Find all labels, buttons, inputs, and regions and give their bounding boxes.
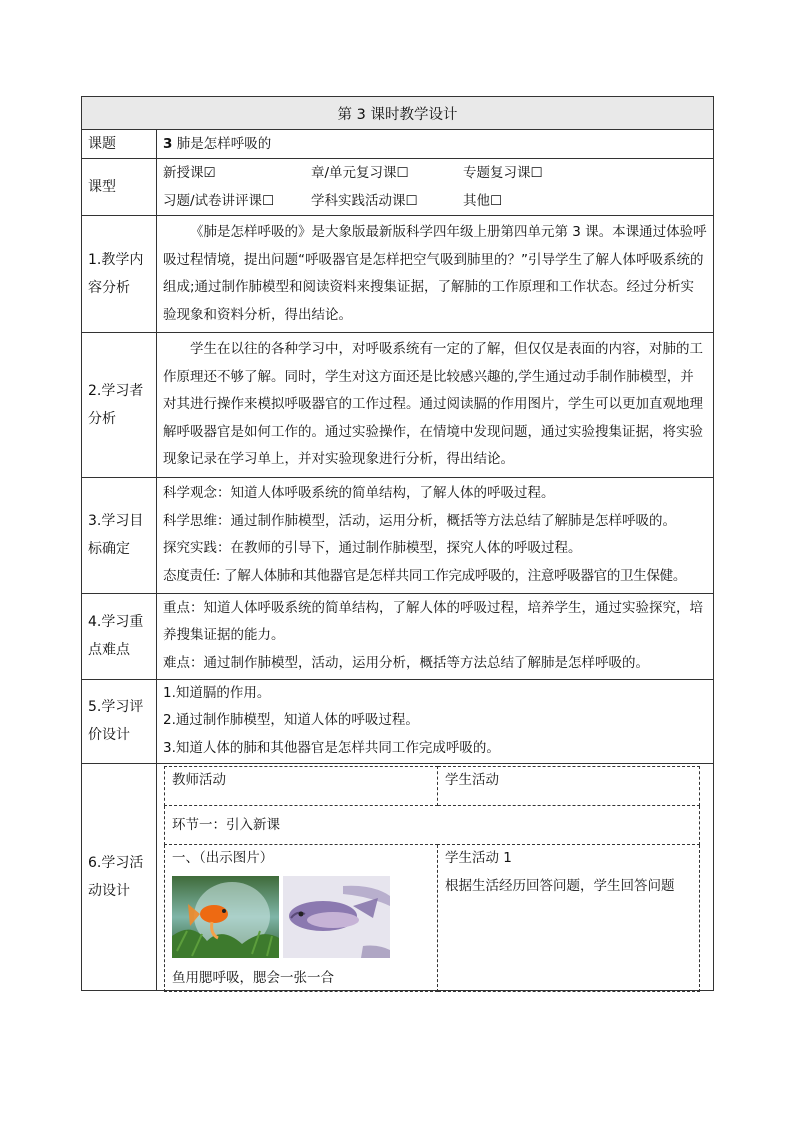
goals-list — [157, 477, 714, 593]
teacher-item: 一、（出示图片） — [172, 849, 274, 866]
student-item-text: 根据生活经历回答问题，学生回答问题 — [445, 877, 675, 894]
evaluation-item-3: 3.知道人体的肺和其他器官是怎样共同工作完成呼吸的。 — [163, 739, 500, 756]
topic-label: 课题 — [82, 130, 157, 159]
goals-label: 3.学习目标确定 — [82, 477, 157, 593]
goldfish-image — [172, 876, 279, 958]
goal-attitude: 态度责任: 了解人体肺和其他器官是怎样共同工作完成呼吸的，注意呼吸器官的卫生保健。 — [163, 567, 687, 584]
activity-label: 6.学习活动设计 — [82, 763, 157, 990]
option-unit-review[interactable]: 章/单元复习课☐ — [311, 165, 409, 181]
activity-table — [164, 766, 700, 992]
image-caption: 鱼用腮呼吸，腮会一张一合 — [172, 969, 334, 986]
keypoints-label: 4.学习重点难点 — [82, 593, 157, 679]
option-other[interactable]: 其他☐ — [463, 193, 503, 209]
learner-analysis-text: 学生在以往的各种学习中，对呼吸系统有一定的了解，但仅仅是表面的内容，对肺的工作原理还不够了解。同时，学生对这方面还是比较感兴趣的,学生通过动手制作肺模型，并对其进行操作来模拟呼吸器官的工作过程。通过阅读膈的作用图片，学生可以更加直观地理解呼吸器官是如何工作的。通过实验操作，在情境中发现问题，通过实验搜集证据，将实验现象记录在学习单上，并对实验现象进行分析，得出结论。 — [157, 333, 714, 478]
teacher-activity-cell — [165, 844, 438, 991]
activity-cell — [157, 763, 714, 990]
learner-analysis-label: 2.学习者分析 — [82, 333, 157, 478]
topic-value — [157, 130, 714, 159]
teacher-activity-header: 教师活动 — [165, 766, 438, 805]
type-options — [157, 159, 714, 216]
topic-text: 肺是怎样呼吸的 — [176, 136, 272, 152]
option-new-lesson[interactable]: 新授课☑ — [163, 165, 216, 181]
option-practice-activity[interactable]: 学科实践活动课☐ — [311, 193, 418, 209]
goal-thinking: 科学思维：通过制作肺模型，活动，运用分析，概括等方法总结了解肺是怎样呼吸的。 — [163, 512, 676, 529]
lesson-plan-table — [81, 96, 714, 991]
keypoints-list — [157, 593, 714, 679]
key-point: 重点：知道人体呼吸系统的简单结构，了解人体的呼吸过程，培养学生，通过实验探究，培养搜集证据的能力。 — [163, 599, 703, 644]
option-topic-review[interactable]: 专题复习课☐ — [463, 165, 543, 181]
fish-images — [172, 876, 430, 958]
student-activity-header: 学生活动 — [438, 766, 700, 805]
evaluation-item-1: 1.知道膈的作用。 — [163, 684, 271, 701]
type-label: 课型 — [82, 159, 157, 216]
goal-practice: 探究实践：在教师的引导下，通过制作肺模型，探究人体的呼吸过程。 — [163, 540, 582, 556]
evaluation-list — [157, 679, 714, 763]
option-exercise-review[interactable]: 习题/试卷讲评课☐ — [163, 193, 275, 209]
student-activity-cell — [438, 844, 700, 991]
document-title: 第 3 课时教学设计 — [82, 97, 714, 130]
fish-image — [283, 876, 390, 958]
evaluation-item-2: 2.通过制作肺模型，知道人体的呼吸过程。 — [163, 712, 419, 729]
content-analysis-text: 《肺是怎样呼吸的》是大象版最新版科学四年级上册第四单元第 3 课。本课通过体验呼吸过程情境，提出问题“呼吸器官是怎样把空气吸到肺里的？”引导学生了解人体呼吸系统的组成;通过制作肺模型和阅读资料来搜集证据，了解肺的工作原理和工作状态。经过分析实验现象和资料分析，得出结论。 — [157, 216, 714, 333]
difficult-point: 难点：通过制作肺模型，活动，运用分析，概括等方法总结了解肺是怎样呼吸的。 — [163, 654, 649, 671]
content-analysis-label: 1.教学内容分析 — [82, 216, 157, 333]
goal-concept: 科学观念：知道人体呼吸系统的简单结构，了解人体的呼吸过程。 — [163, 485, 555, 501]
student-item-title: 学生活动 1 — [445, 849, 512, 866]
evaluation-label: 5.学习评价设计 — [82, 679, 157, 763]
topic-number: 3 — [163, 136, 173, 152]
section-1-title: 环节一：引入新课 — [165, 805, 700, 844]
